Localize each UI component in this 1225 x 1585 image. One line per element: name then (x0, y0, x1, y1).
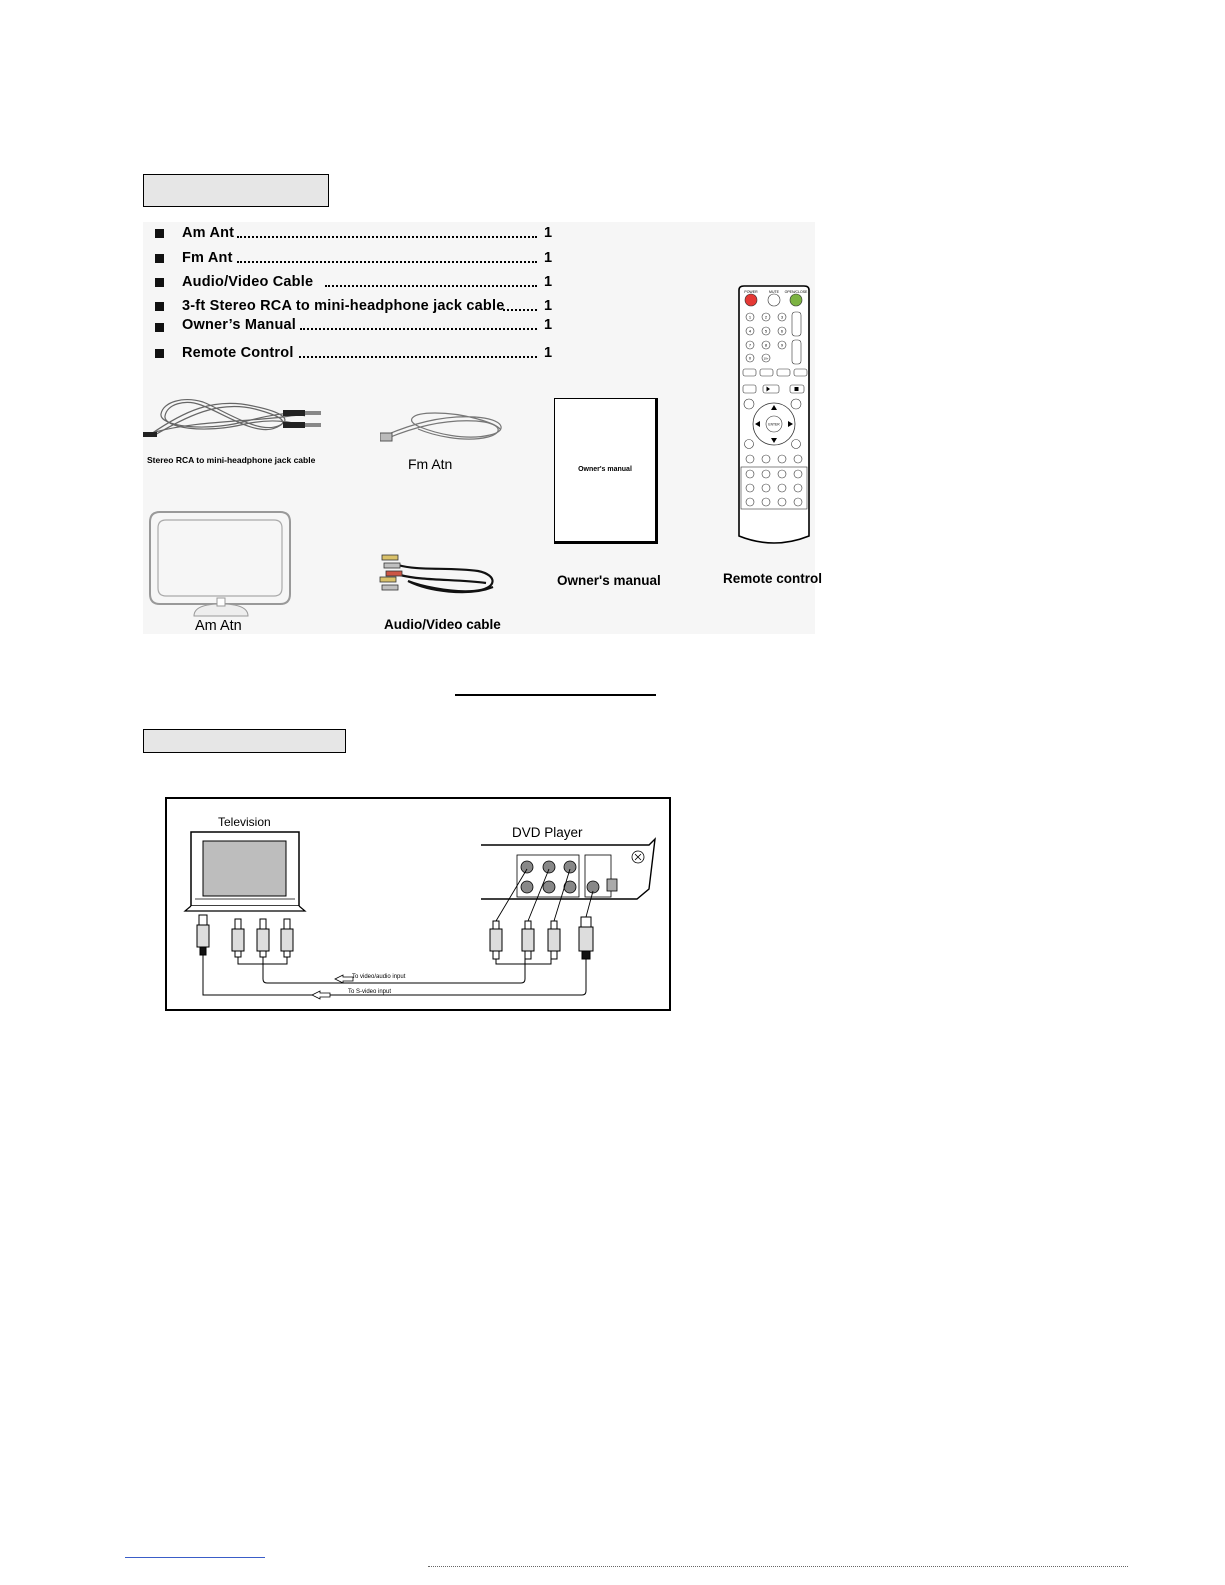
leader-dots (503, 309, 537, 311)
item-label: 3-ft Stereo RCA to mini-headphone jack cable (182, 298, 505, 314)
digit-2: 2 (764, 314, 768, 320)
digit-6: 6 (780, 328, 784, 334)
mute-label: MUTE (769, 290, 779, 294)
list-item (155, 296, 555, 316)
stereo-cable-caption: Stereo RCA to mini-headphone jack cable (147, 455, 316, 465)
dvd-back-panel-icon (481, 839, 655, 899)
mute-button-icon (768, 294, 780, 306)
bullet-icon (155, 278, 164, 287)
leader-dots (325, 285, 537, 287)
list-item (155, 272, 555, 292)
digit-10plus: 10+ (763, 356, 769, 361)
list-item (155, 315, 555, 335)
tv-plugs (197, 915, 293, 957)
open-close-button-icon (790, 294, 802, 306)
stereo-rca-cable-image (143, 392, 328, 452)
bullet-icon (155, 323, 164, 332)
dvd-player-label: DVD Player (512, 825, 583, 840)
digit-5: 5 (764, 328, 768, 334)
dvd-plugs (490, 917, 593, 959)
manual-caption: Owner's manual (557, 573, 661, 588)
item-quantity: 1 (544, 225, 553, 241)
power-label: POWER (744, 290, 758, 294)
list-item (155, 343, 555, 363)
item-label: Fm Ant (182, 250, 233, 266)
accessories-section-header (143, 174, 329, 207)
connection-drawing (167, 799, 669, 1009)
am-antenna-caption: Am Atn (195, 618, 242, 634)
item-label: Owner’s Manual (182, 317, 296, 333)
bullet-icon (155, 254, 164, 263)
digit-4: 4 (748, 328, 752, 334)
connection-section-header (143, 729, 346, 753)
bullet-icon (155, 229, 164, 238)
remote-caption: Remote control (723, 571, 823, 586)
digit-1: 1 (748, 314, 752, 320)
scan-line (428, 1566, 1128, 1567)
manual-cover-title: Owner's manual (578, 466, 632, 473)
fm-antenna-caption: Fm Atn (408, 456, 453, 472)
digit-8: 8 (764, 342, 768, 348)
owners-manual-image (554, 398, 658, 544)
connection-diagram (165, 797, 671, 1011)
digit-0: 0 (748, 355, 752, 361)
leader-dots (299, 356, 537, 358)
bullet-icon (155, 302, 164, 311)
arrow-left-icon (335, 975, 353, 983)
item-quantity: 1 (544, 345, 553, 361)
av-input-label: To video/audio input (352, 974, 406, 980)
scan-line (125, 1557, 265, 1558)
item-quantity: 1 (544, 298, 553, 314)
list-item (155, 223, 555, 243)
item-label: Am Ant (182, 225, 235, 241)
leader-dots (237, 261, 537, 263)
digit-3: 3 (780, 314, 784, 320)
leader-dots (300, 328, 537, 330)
am-antenna-image (146, 508, 296, 620)
av-cable-caption: Audio/Video cable (384, 617, 501, 632)
digit-9: 9 (780, 342, 784, 348)
av-cable-image (378, 545, 503, 603)
digit-7: 7 (748, 342, 752, 348)
leader-dots (237, 236, 537, 238)
television-label: Television (218, 815, 271, 829)
remote-control-image (736, 284, 812, 550)
item-label: Audio/Video Cable (182, 274, 314, 290)
item-label: Remote Control (182, 345, 294, 361)
enter-label: ENTER (768, 422, 780, 427)
power-button-icon (745, 294, 757, 306)
arrow-left-icon (312, 991, 330, 999)
bullet-icon (155, 349, 164, 358)
section-divider (455, 694, 656, 696)
item-quantity: 1 (544, 250, 553, 266)
svideo-input-label: To S-video input (348, 989, 392, 995)
open-close-label: OPEN/CLOSE (784, 290, 808, 294)
item-quantity: 1 (544, 317, 553, 333)
item-quantity: 1 (544, 274, 553, 290)
stop-icon (795, 387, 799, 391)
list-item (155, 248, 555, 268)
fm-antenna-image (380, 405, 510, 450)
television-icon (185, 832, 305, 911)
